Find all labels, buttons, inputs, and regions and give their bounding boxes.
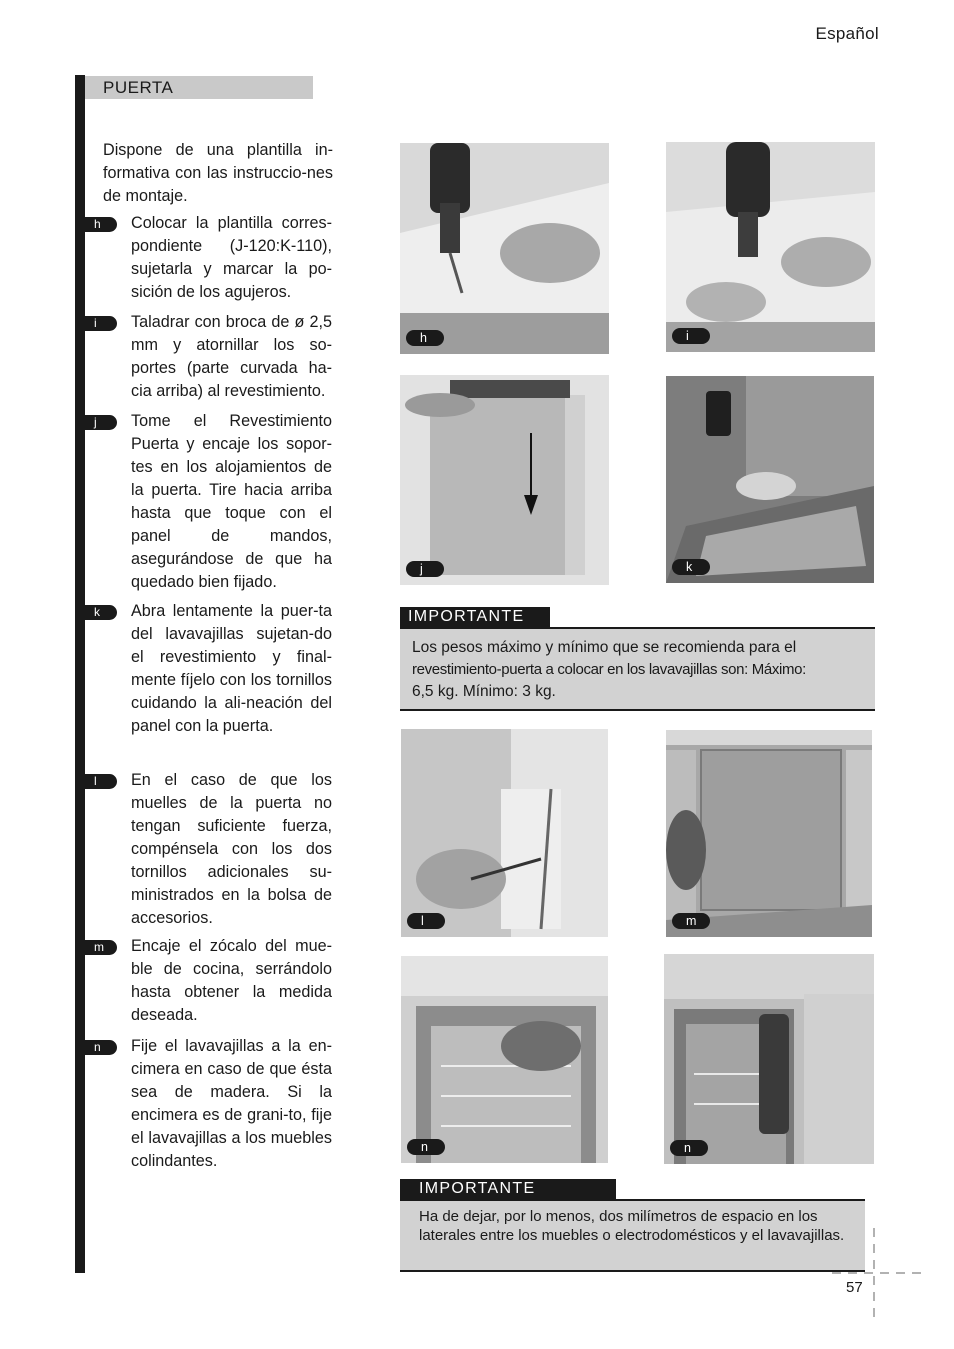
photo-label: m: [672, 913, 710, 929]
crop-marks: [832, 1228, 922, 1318]
step-text-i: Taladrar con broca de ø 2,5 mm y atornillar los so-portes (parte curvada ha-cia arriba) al revestimiento.: [131, 313, 332, 400]
photo-k-fixing-panel: [666, 376, 874, 583]
photo-i-screwing-supports: [666, 142, 875, 352]
important-line-2: revestimiento-puerta a colocar en los lavavajillas son: Máximo:: [412, 661, 806, 678]
important-line-3: 6,5 kg. Mínimo: 3 kg.: [412, 683, 556, 700]
step-marker-k: k: [85, 605, 117, 620]
step-marker-h: h: [85, 217, 117, 232]
photo-label: n: [407, 1139, 445, 1155]
important-line-1: Los pesos máximo y mínimo que se recomienda para el: [412, 639, 797, 656]
section-header: [85, 76, 313, 99]
intro-text: Dispone de una plantilla in-formativa con las instruccio-nes de montaje.: [103, 141, 333, 205]
important-title-1: IMPORTANTE: [408, 608, 525, 625]
photo-m-plinth: [666, 730, 872, 937]
step-text-n: Fije el lavavajillas a la en-cimera en caso de que ésta sea de madera. Si la encimera es de grani-to, fije el lavavajillas a los muebles colindantes.: [131, 1037, 332, 1170]
photo-label: i: [672, 328, 710, 344]
left-margin-bar: [75, 75, 85, 1273]
section-title: PUERTA: [103, 78, 174, 97]
step-text-l: En el caso de que los muelles de la puerta no tengan suficiente fuerza, compénsela con los dos tornillos adicionales su-ministrados en la bolsa de accesorios.: [131, 771, 332, 927]
important-box-1: [400, 627, 875, 711]
language-label: Español: [815, 24, 879, 43]
step-marker-j: j: [85, 415, 117, 430]
photo-label: n: [670, 1140, 708, 1156]
photo-n-fixing-worktop: [401, 956, 608, 1163]
important-tab-1: [400, 607, 550, 627]
photo-h-drilling-template: [400, 143, 609, 354]
step-marker-n: n: [85, 1040, 117, 1055]
important-text-2: Ha de dejar, por lo menos, dos milímetros de espacio en los laterales entre los muebles o electrodomésticos y el lavavajillas.: [419, 1208, 845, 1244]
step-text-j: Tome el Revestimiento Puerta y encaje los sopor-tes en los alojamientos de la puerta. Tire hacia arriba hasta que toque con el panel de mandos, asegurándose de que ha quedado bien fijado.: [131, 412, 332, 591]
photo-l-adjusting-springs: [401, 729, 608, 937]
step-text-m: Encaje el zócalo del mue-ble de cocina, serrándolo hasta obtener la medida deseada.: [131, 937, 332, 1024]
step-text-h: Colocar la plantilla corres-pondiente (J-120:K-110), sujetarla y marcar la po-sición de los agujeros.: [131, 214, 332, 301]
important-box-2: [400, 1199, 865, 1272]
step-marker-l: l: [85, 774, 117, 789]
photo-label: l: [407, 913, 445, 929]
step-marker-m: m: [85, 940, 117, 955]
step-marker-i: i: [85, 316, 117, 331]
photo-n-fixing-cabinets: [664, 954, 874, 1164]
step-text-k: Abra lentamente la puer-ta del lavavajillas sujetan-do el revestimiento y final-mente fíjelo con los tornillos cuidando la ali-neación del panel con la puerta.: [131, 602, 332, 735]
important-title-2: IMPORTANTE: [419, 1180, 536, 1197]
photo-label: k: [672, 559, 710, 575]
important-tab-2: [400, 1179, 616, 1199]
photo-label: h: [406, 330, 444, 346]
photo-label: j: [406, 561, 444, 577]
photo-j-mounting-door-panel: [400, 375, 609, 585]
page-number: 57: [846, 1279, 863, 1296]
